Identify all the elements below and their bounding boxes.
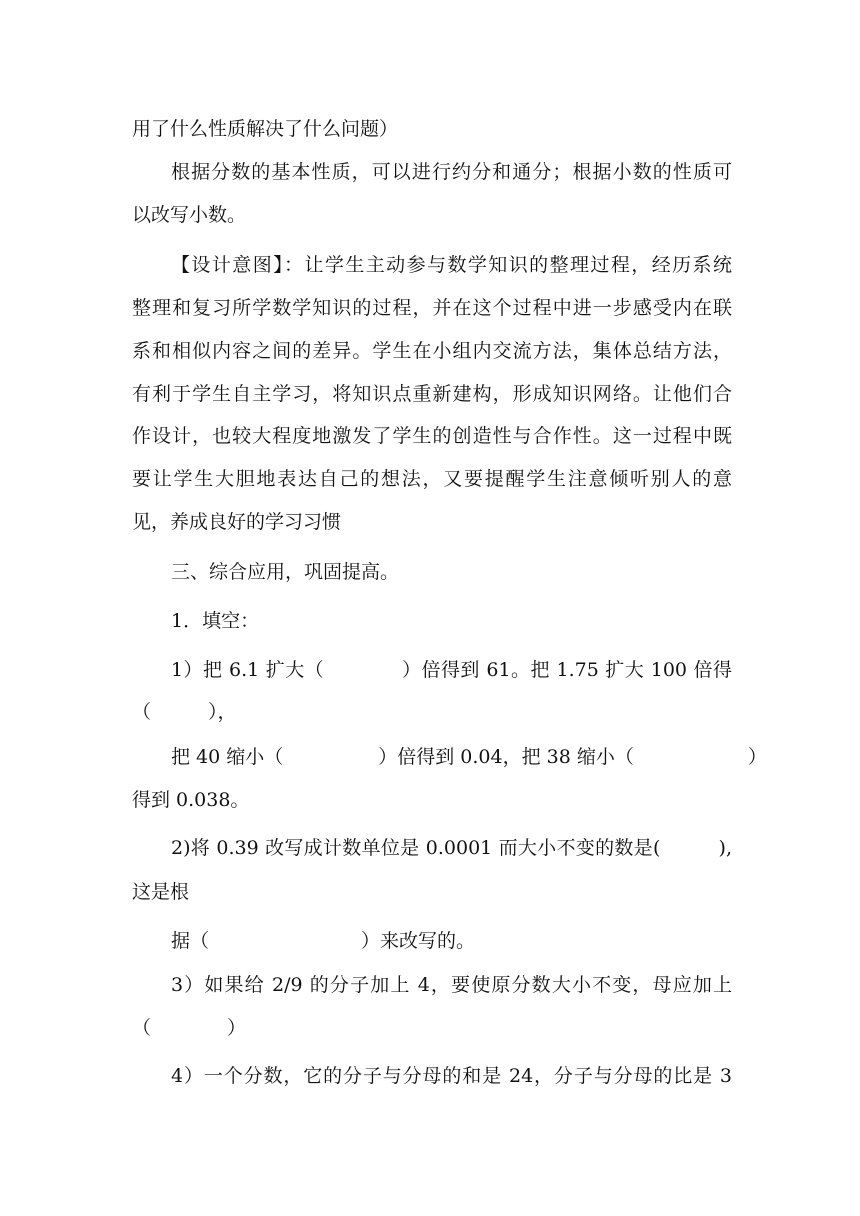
text-line: 得到 0.038。	[132, 789, 250, 811]
text-line: 把 40 缩小（ ）倍得到 0.04，把 38 缩小（ ）	[171, 746, 767, 768]
text-line: 这是根	[132, 881, 190, 903]
text-line: 有利于学生自主学习，将知识点重新建构，形成知识网络。让他们合	[132, 383, 732, 405]
text-line: 1）把 6.1 扩大（ ）倍得到 61。把 1.75 扩大 100 倍得	[171, 659, 732, 681]
section-heading: 三、综合应用，巩固提高。	[171, 561, 400, 583]
text-line: 3）如果给 2/9 的分子加上 4，要使原分数大小不变，母应加上	[171, 974, 732, 996]
text-line: 据（ ）来改写的。	[171, 930, 476, 952]
text-line: 根据分数的基本性质，可以进行约分和通分；根据小数的性质可	[171, 161, 732, 183]
text-line: 以改写小数。	[132, 204, 247, 226]
text-line: 【设计意图】：让学生主动参与数学知识的整理过程，经历系统	[171, 254, 732, 276]
text-line: （ ）	[132, 1017, 247, 1039]
text-line: 用了什么性质解决了什么问题）	[132, 118, 399, 140]
text-line: 2)将 0.39 改写成计数单位是 0.0001 而大小不变的数是( ),	[171, 837, 732, 859]
text-line: 作设计，也较大程度地激发了学生的创造性与合作性。这一过程中既	[132, 425, 732, 447]
text-line: （ ），	[132, 701, 237, 723]
question-heading: 1．填空：	[171, 610, 260, 632]
text-line: 要让学生大胆地表达自己的想法，又要提醒学生注意倾听别人的意	[132, 468, 732, 490]
text-line: 见，养成良好的学习习惯	[132, 511, 342, 533]
text-line: 4）一个分数，它的分子与分母的和是 24，分子与分母的比是 3	[171, 1065, 732, 1087]
text-line: 整理和复习所学数学知识的过程，并在这个过程中进一步感受内在联	[132, 297, 732, 319]
text-line: 系和相似内容之间的差异。学生在小组内交流方法，集体总结方法，	[132, 340, 732, 362]
